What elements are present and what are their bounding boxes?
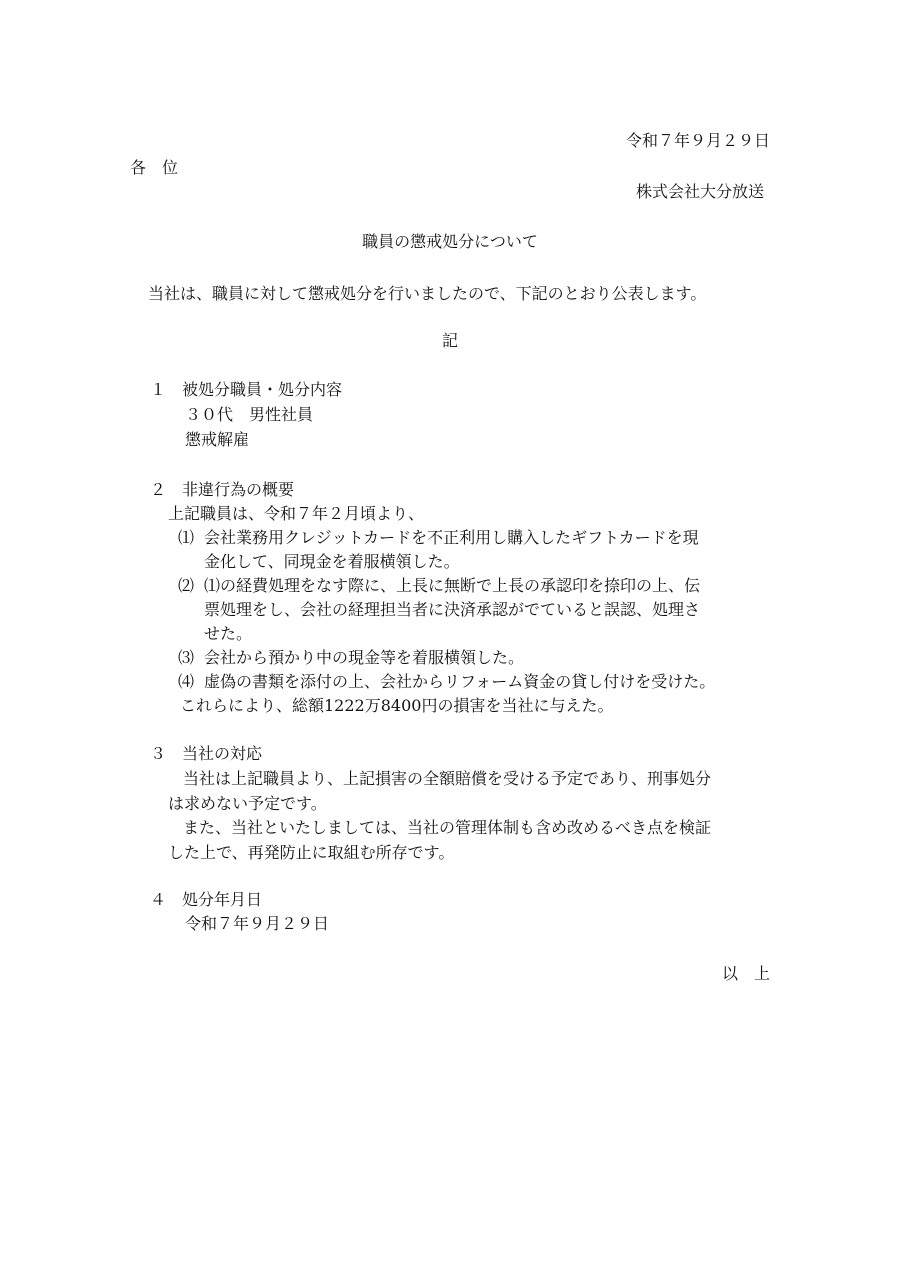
- section-4-heading: ４ 処分年月日: [150, 890, 263, 909]
- section-2-item-4: [178, 670, 715, 694]
- section-4-date: 令和７年９月２９日: [185, 914, 330, 933]
- section-1-line-2: 懲戒解雇: [185, 430, 250, 449]
- item-2-number: ⑵: [178, 576, 195, 595]
- item-2-text-b: 票処理をし、会社の経理担当者に決済承認がでていると誤認、処理さ: [204, 600, 701, 619]
- section-2-lead: 上記職員は、令和７年２月頃より、: [168, 504, 425, 523]
- sender-company: 株式会社大分放送: [635, 182, 764, 201]
- section-2-summary: これらにより、総額1222万8400円の損害を当社に与えた。: [180, 696, 614, 715]
- item-3-text-a: 会社から預かり中の現金等を着服横領した。: [204, 648, 525, 667]
- item-2-text-a: ⑴の経費処理をなす際に、上長に無断で上長の承認印を捺印の上、伝: [204, 576, 701, 595]
- section-2-heading: ２ 非違行為の概要: [150, 480, 295, 499]
- intro-paragraph: 当社は、職員に対して懲戒処分を行いましたので、下記のとおり公表します。: [148, 284, 707, 303]
- item-1-text-b: 金化して、同現金を着服横領した。: [204, 552, 460, 571]
- ki-marker: 記: [441, 331, 458, 350]
- section-3-para-2-a: また、当社といたしましては、当社の管理体制も含め改めるべき点を検証: [183, 818, 712, 837]
- section-2-item-3: [178, 646, 524, 670]
- addressee: 各 位: [130, 158, 179, 177]
- item-3-number: ⑶: [178, 648, 195, 667]
- section-3-heading: ３ 当社の対応: [150, 744, 263, 763]
- section-3-para-1-b: は求めない予定です。: [168, 794, 327, 813]
- section-1-line-1: ３０代 男性社員: [185, 405, 314, 424]
- item-1-text-a: 会社業務用クレジットカードを不正利用し購入したギフトカードを現: [204, 528, 699, 547]
- item-2-text-c: せた。: [204, 624, 253, 643]
- closing-mark: 以 上: [721, 964, 770, 983]
- section-3-para-1-a: 当社は上記職員より、上記損害の全額賠償を受ける予定であり、刑事処分: [183, 769, 712, 788]
- document-date: 令和７年９月２９日: [625, 131, 770, 150]
- document-title: 職員の懲戒処分について: [362, 232, 538, 251]
- item-1-number: ⑴: [178, 528, 195, 547]
- item-4-number: ⑷: [178, 672, 195, 691]
- section-3-para-2-b: した上で、再発防止に取組む所存です。: [168, 843, 455, 862]
- section-2-item-2: [178, 574, 700, 598]
- section-2-item-1: [178, 526, 699, 550]
- item-4-text-a: 虚偽の書類を添付の上、会社からリフォーム資金の貸し付けを受けた。: [204, 672, 716, 691]
- section-1-heading: １ 被処分職員・処分内容: [150, 380, 343, 399]
